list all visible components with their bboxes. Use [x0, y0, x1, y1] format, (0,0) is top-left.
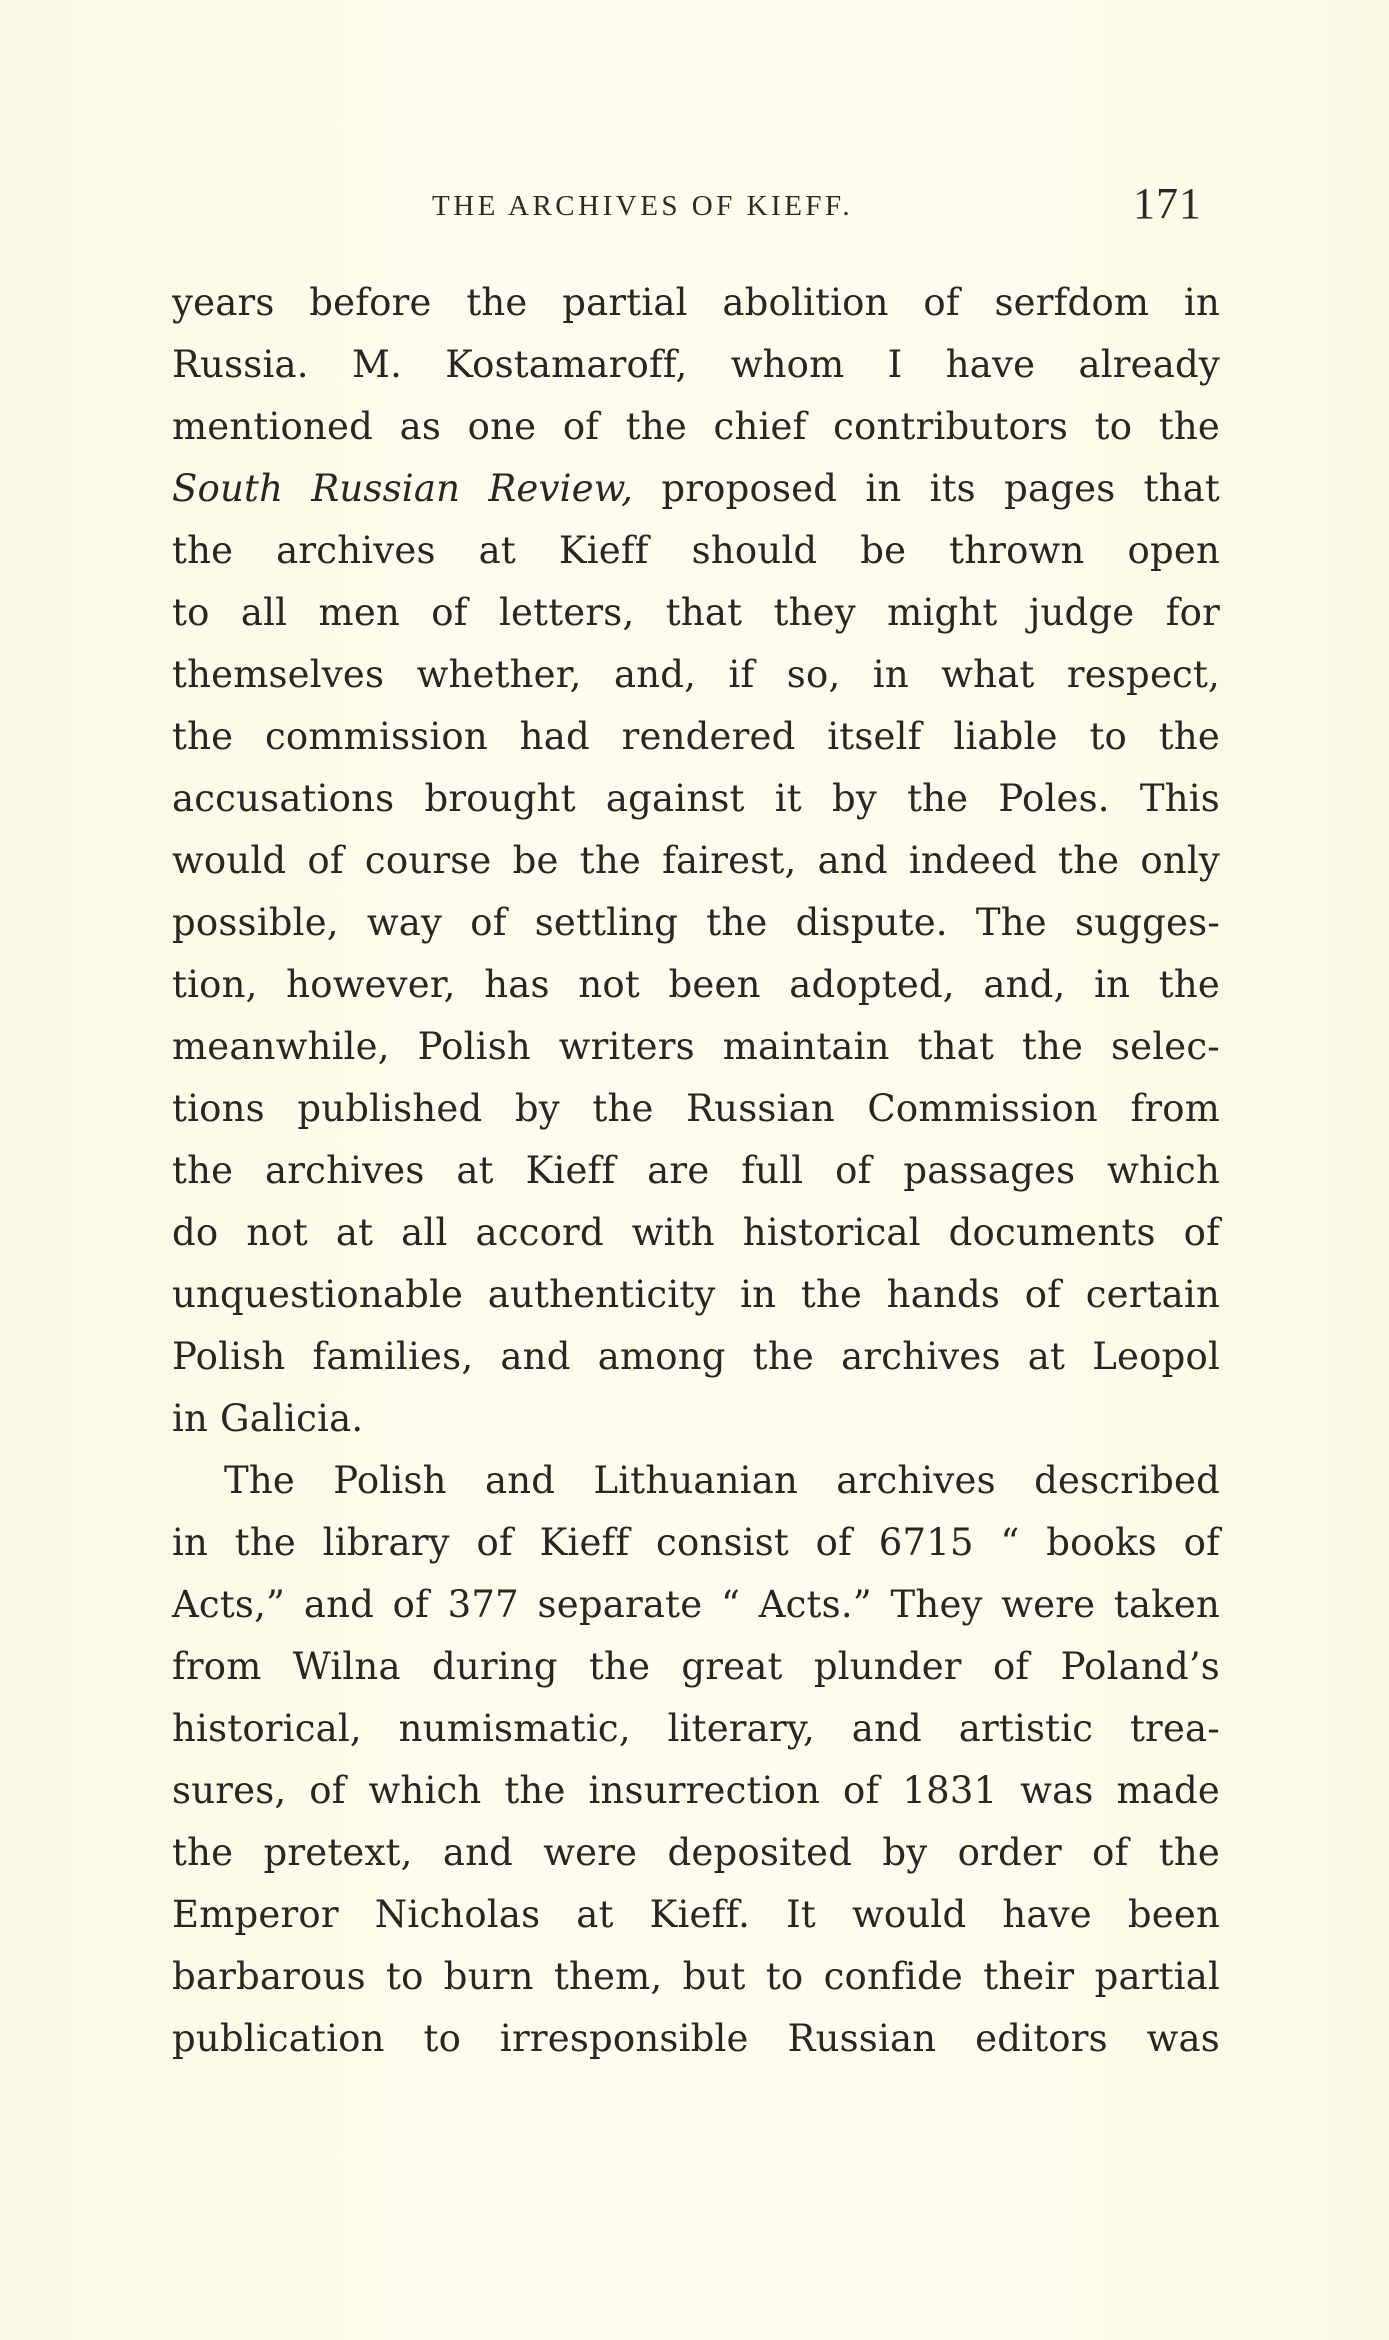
text-line: the archives at Kieff are full of passages which: [172, 1149, 1220, 1192]
text-line: would of course be the fairest, and indeed the only: [172, 839, 1220, 882]
text-line: The Polish and Lithuanian archives described: [224, 1459, 1220, 1502]
page-number: 171: [1133, 179, 1202, 228]
text-line: tion, however, has not been adopted, and, in the: [172, 963, 1220, 1006]
text-fragment: proposed in its pages that: [661, 467, 1220, 510]
text-line: [172, 458, 1220, 520]
text-line: Polish families, and among the archives at Leopol: [172, 1335, 1220, 1378]
text-line: tions published by the Russian Commission from: [172, 1087, 1220, 1130]
text-line: historical, numismatic, literary, and artistic trea-: [172, 1707, 1220, 1750]
text-line: Russia. M. Kostamaroff, whom I have already: [172, 343, 1220, 386]
page-header: [172, 178, 1212, 248]
running-head: THE ARCHIVES OF KIEFF.: [432, 190, 854, 222]
text-line: the archives at Kieff should be thrown open: [172, 529, 1220, 572]
text-line: Emperor Nicholas at Kieff. It would have been: [172, 1893, 1220, 1936]
text-line: in Galicia.: [172, 1397, 364, 1440]
text-line: from Wilna during the great plunder of Poland’s: [172, 1645, 1220, 1688]
text-line: barbarous to burn them, but to confide their partial: [172, 1955, 1220, 1998]
text-line: sures, of which the insurrection of 1831 was made: [172, 1769, 1220, 1812]
text-line: do not at all accord with historical documents of: [172, 1211, 1220, 1254]
text-line: publication to irresponsible Russian editors was: [172, 2017, 1220, 2060]
text-line: themselves whether, and, if so, in what respect,: [172, 653, 1220, 696]
text-line: possible, way of settling the dispute. The sugges-: [172, 901, 1220, 944]
text-line: the pretext, and were deposited by order of the: [172, 1831, 1220, 1874]
text-line: meanwhile, Polish writers maintain that the selec-: [172, 1025, 1220, 1068]
journal-title: South Russian Review,: [172, 467, 634, 510]
text-line: Acts,” and of 377 separate “ Acts.” They were taken: [172, 1583, 1220, 1626]
text-line: unquestionable authenticity in the hands of certain: [172, 1273, 1220, 1316]
text-line: accusations brought against it by the Poles. This: [172, 777, 1220, 820]
body-text: [172, 272, 1220, 2070]
text-line: the commission had rendered itself liable to the: [172, 715, 1220, 758]
text-line: mentioned as one of the chief contributors to the: [172, 405, 1220, 448]
text-line: to all men of letters, that they might judge for: [172, 591, 1220, 634]
text-line: years before the partial abolition of serfdom in: [172, 281, 1220, 324]
text-line: in the library of Kieff consist of 6715 “ books of: [172, 1521, 1220, 1564]
